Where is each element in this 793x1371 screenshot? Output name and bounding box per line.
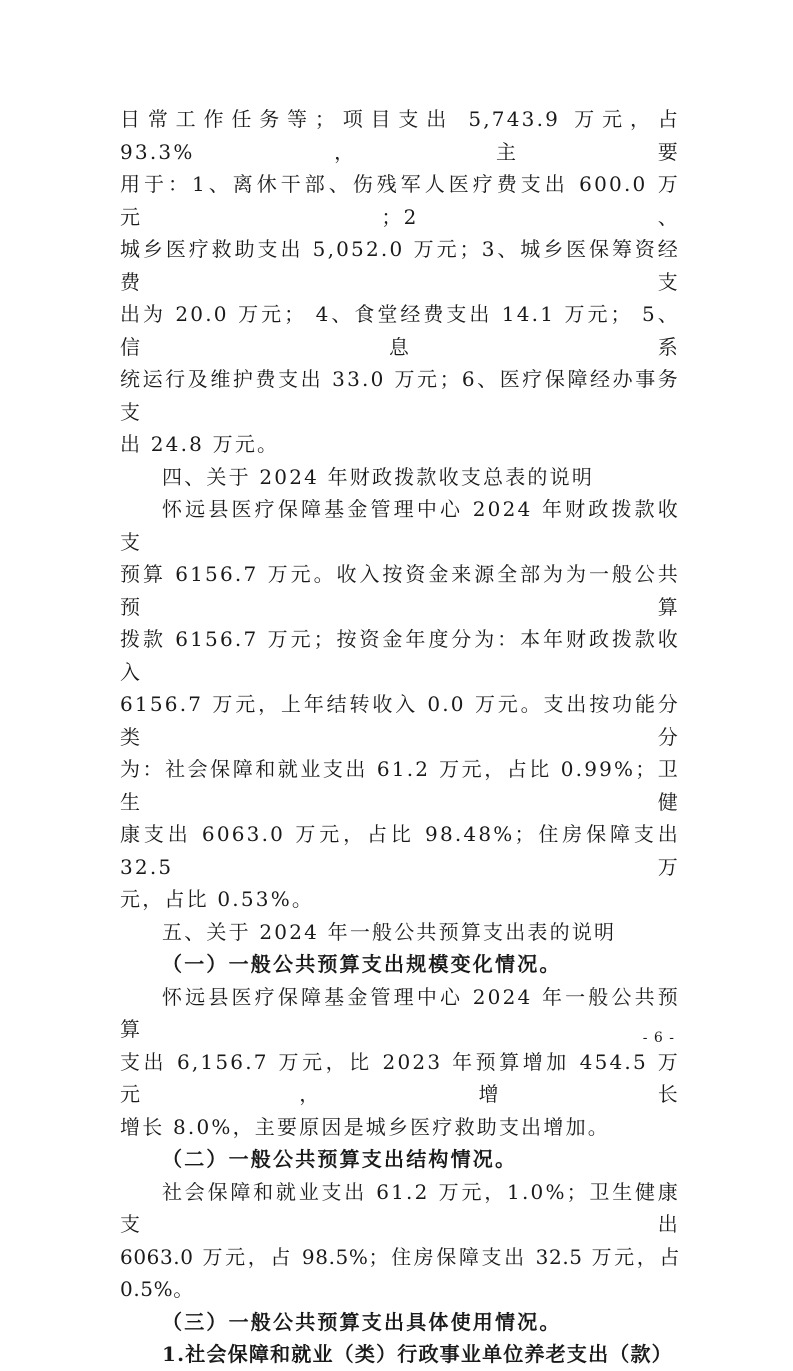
subheading-structure: （二）一般公共预算支出结构情况。 (162, 1147, 518, 1171)
text-line: 社会保障和就业支出 61.2 万元，1.0%；卫生健康支出 (120, 1179, 680, 1236)
page-content (120, 103, 680, 1371)
subheading-usage: （三）一般公共预算支出具体使用情况。 (162, 1309, 562, 1334)
text-line: 增长 8.0%，主要原因是城乡医疗救助支出增加。 (120, 1114, 610, 1139)
paragraph-project-expenditure (120, 103, 680, 461)
text-line: 6156.7 万元，上年结转收入 0.0 万元。支出按功能分类分 (120, 692, 680, 749)
text-line: 为：社会保障和就业支出 61.2 万元，占比 0.99%；卫生健 (120, 757, 680, 814)
paragraph-structure (120, 1176, 680, 1306)
text-line: 怀远县医疗保障基金管理中心 2024 年一般公共预算 (120, 984, 680, 1041)
text-line: 出为 20.0 万元； 4、食堂经费支出 14.1 万元； 5、信息系 (120, 302, 680, 359)
subheading-scale-change: （一）一般公共预算支出规模变化情况。 (162, 952, 562, 976)
text-line: 日常工作任务等；项目支出 5,743.9 万元，占 93.3%，主要 (120, 107, 680, 164)
text-line: 用于：1、离休干部、伤残军人医疗费支出 600.0 万元；2、 (120, 172, 680, 229)
section-heading-5: 五、关于 2024 年一般公共预算支出表的说明 (162, 919, 617, 944)
text-line: 拨款 6156.7 万元；按资金年度分为：本年财政拨款收入 (120, 627, 680, 684)
text-line: 康支出 6063.0 万元，占比 98.48%；住房保障支出 32.5 万 (120, 822, 680, 879)
text-line: 出 24.8 万元。 (120, 432, 280, 456)
text-line: 6063.0 万元，占 98.5%；住房保障支出 32.5 万元，占 0.5%。 (120, 1244, 680, 1301)
paragraph-fiscal-summary (120, 493, 680, 916)
page-number: - 6 - (642, 1030, 675, 1046)
text-line: 元，占比 0.53%。 (120, 887, 315, 911)
paragraph-scale-change (120, 981, 680, 1144)
text-line: 支出 6,156.7 万元，比 2023 年预算增加 454.5 万元，增长 (120, 1049, 680, 1106)
text-line: 怀远县医疗保障基金管理中心 2024 年财政拨款收支 (120, 497, 680, 554)
text-line: 统运行及维护费支出 33.0 万元；6、医疗保障经办事务支 (120, 367, 680, 424)
text-line: 城乡医疗救助支出 5,052.0 万元；3、城乡医保筹资经费支 (120, 237, 680, 294)
subheading-pension-expenditure: 1.社会保障和就业（类）行政事业单位养老支出（款） (162, 1342, 673, 1366)
section-heading-4: 四、关于 2024 年财政拨款收支总表的说明 (162, 464, 595, 489)
text-line: 预算 6156.7 万元。收入按资金来源全部为为一般公共预算 (120, 562, 680, 619)
